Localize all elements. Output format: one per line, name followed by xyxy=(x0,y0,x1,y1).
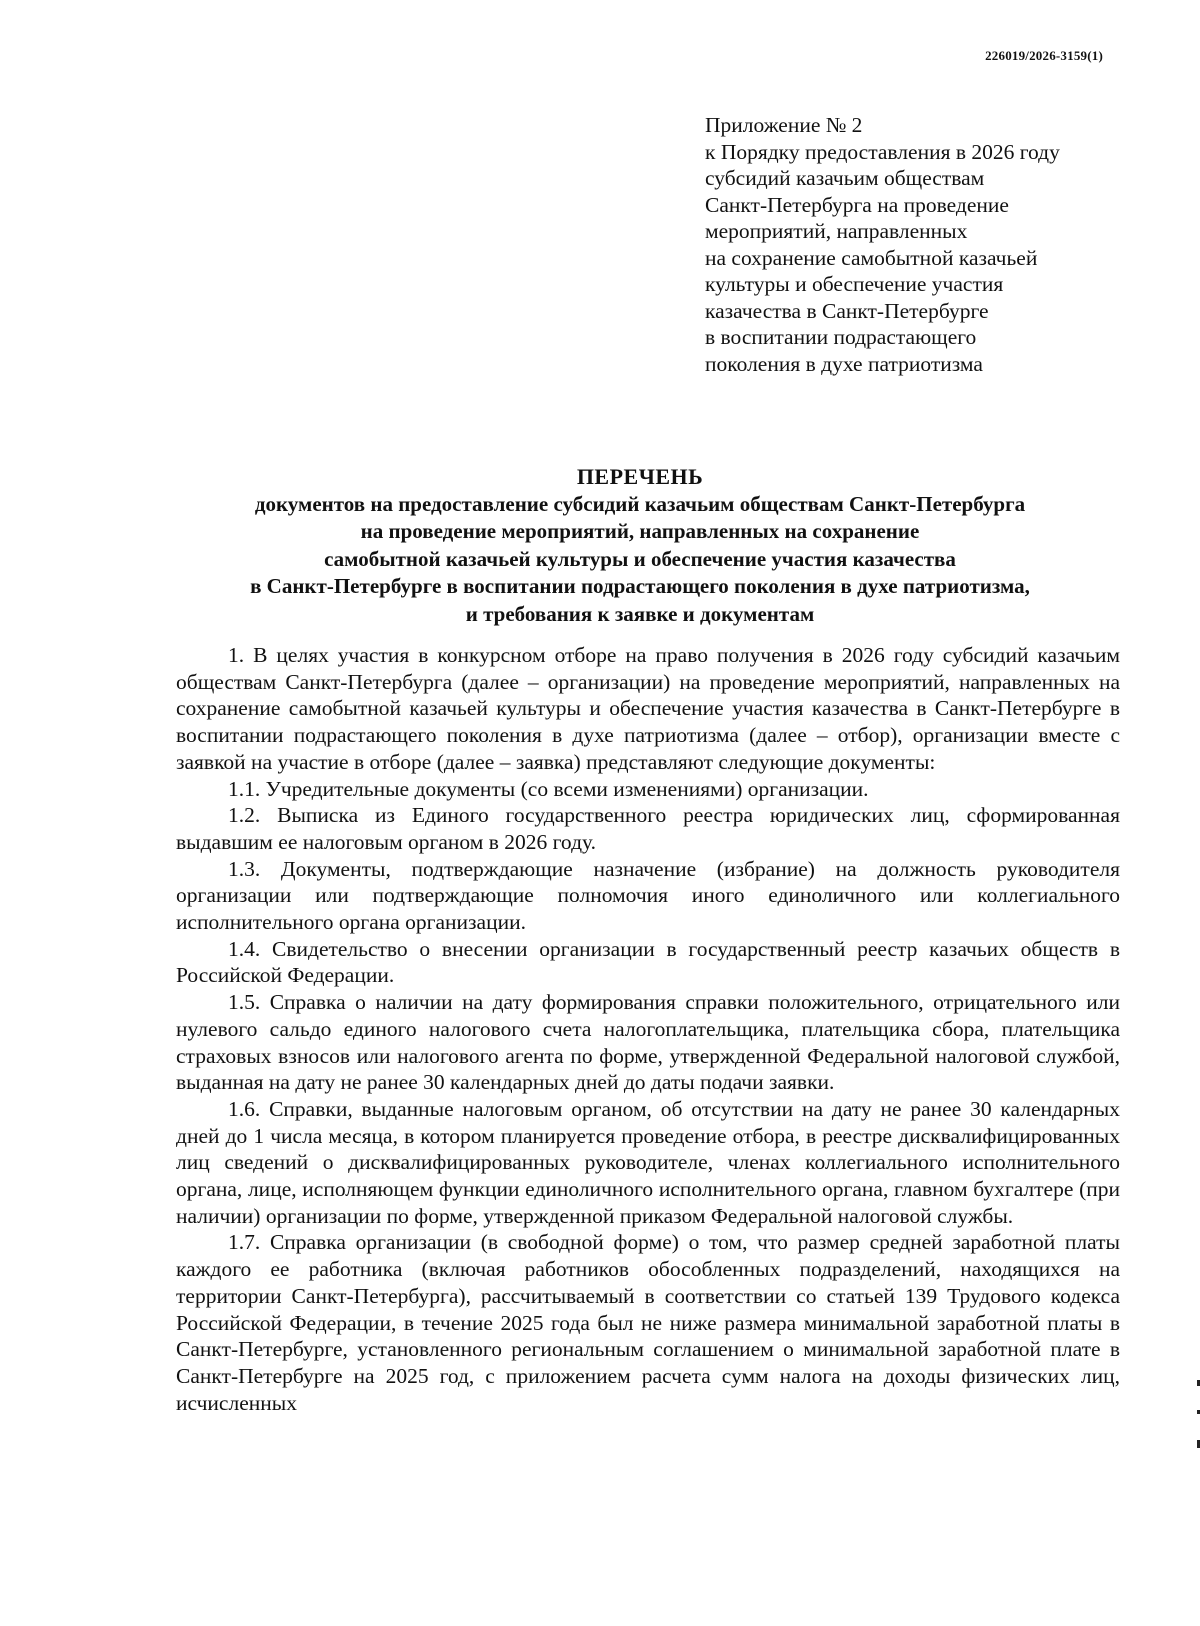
paragraph-1-7: 1.7. Справка организации (в свободной форме) о том, что размер средней заработной платы каждого ее работника (включая работников обособленных подразделений, находящихся на территории Санкт-Петербурга), рассчитываемый в соответствии со статьей 139 Трудового кодекса Российской Федерации, в течение 2025 года был не ниже размера минимальной заработной платы в Санкт-Петербурге, установленного региональным соглашением о минимальной заработной плате в Санкт-Петербурге на 2025 год, с приложением расчета сумм налога на доходы физических лиц, исчисленных xyxy=(176,1230,1120,1415)
annex-line: поколения в духе патриотизма xyxy=(705,351,983,376)
heading-line: документов на предоставление субсидий казачьим обществам Санкт-Петербурга xyxy=(254,491,1026,516)
annex-line: в воспитании подрастающего xyxy=(705,325,977,349)
document-heading xyxy=(160,463,1120,628)
document-title: ПЕРЕЧЕНЬ xyxy=(576,464,704,489)
document-reference-number: 226019/2026-3159(1) xyxy=(985,48,1103,63)
annex-line: культуры и обеспечение участия xyxy=(705,272,1004,296)
paragraph-1-6: 1.6. Справки, выданные налоговым органом, об отсутствии на дату не ранее 30 календарных дней до 1 числа месяца, в котором планируется проведение отбора, в реестре дисквалифицированных лиц сведений о дисквалифицированных руководителе, членах коллегиального исполнительного органа, лице, исполняющем функции единоличного исполнительного органа, главном бухгалтере (при наличии) организации по форме, утвержденной приказом Федеральной налоговой службы. xyxy=(176,1096,1120,1228)
paragraph-1-5: 1.5. Справка о наличии на дату формирования справки положительного, отрицательного или нулевого сальдо единого налогового счета налогоплательщика, плательщика сбора, плательщика страховых взносов или налогового агента по форме, утвержденной Федеральной налоговой службой, выданная на дату не ранее 30 календарных дней до даты подачи заявки. xyxy=(176,990,1120,1095)
annex-block xyxy=(705,112,1125,377)
annex-line: Санкт-Петербурга на проведение xyxy=(705,192,1009,217)
document-body xyxy=(176,642,1120,1416)
annex-line: к Порядку предоставления в 2026 году xyxy=(705,139,1060,164)
paragraph-1-1: 1.1. Учредительные документы (со всеми изменениями) организации. xyxy=(228,776,869,801)
heading-line: самобытной казачьей культуры и обеспечение участия казачества xyxy=(324,546,956,571)
annex-line: субсидий казачьим обществам xyxy=(705,166,985,190)
paragraph-1-2: 1.2. Выписка из Единого государственного реестра юридических лиц, сформированная выдавшим ее налоговым органом в 2026 году. xyxy=(176,803,1120,854)
heading-line: и требования к заявке и документам xyxy=(465,601,815,626)
annex-line: казачества в Санкт-Петербурге xyxy=(705,298,989,323)
heading-line: в Санкт-Петербурге в воспитании подрастающего поколения в духе патриотизма, xyxy=(250,574,1030,598)
heading-line: на проведение мероприятий, направленных на сохранение xyxy=(360,519,920,543)
paragraph-1-3: 1.3. Документы, подтверждающие назначение (избрание) на должность руководителя организации или подтверждающие полномочия иного единоличного или коллегиального исполнительного органа организации. xyxy=(176,856,1120,935)
annex-line: мероприятий, направленных xyxy=(705,219,968,243)
paragraph-1: 1. В целях участия в конкурсном отборе на право получения в 2026 году субсидий казачьим обществам Санкт-Петербурга (далее – организации) на проведение мероприятий, направленных на сохранение самобытной казачьей культуры и обеспечение участия казачества в Санкт-Петербурге в воспитании подрастающего поколения в духе патриотизма (далее – отбор), организации вместе с заявкой на участие в отборе (далее – заявка) представляют следующие документы: xyxy=(176,643,1120,774)
annex-line: на сохранение самобытной казачьей xyxy=(705,245,1038,270)
annex-line: Приложение № 2 xyxy=(705,113,863,137)
paragraph-1-4: 1.4. Свидетельство о внесении организации в государственный реестр казачьих обществ в Российской Федерации. xyxy=(176,936,1120,988)
